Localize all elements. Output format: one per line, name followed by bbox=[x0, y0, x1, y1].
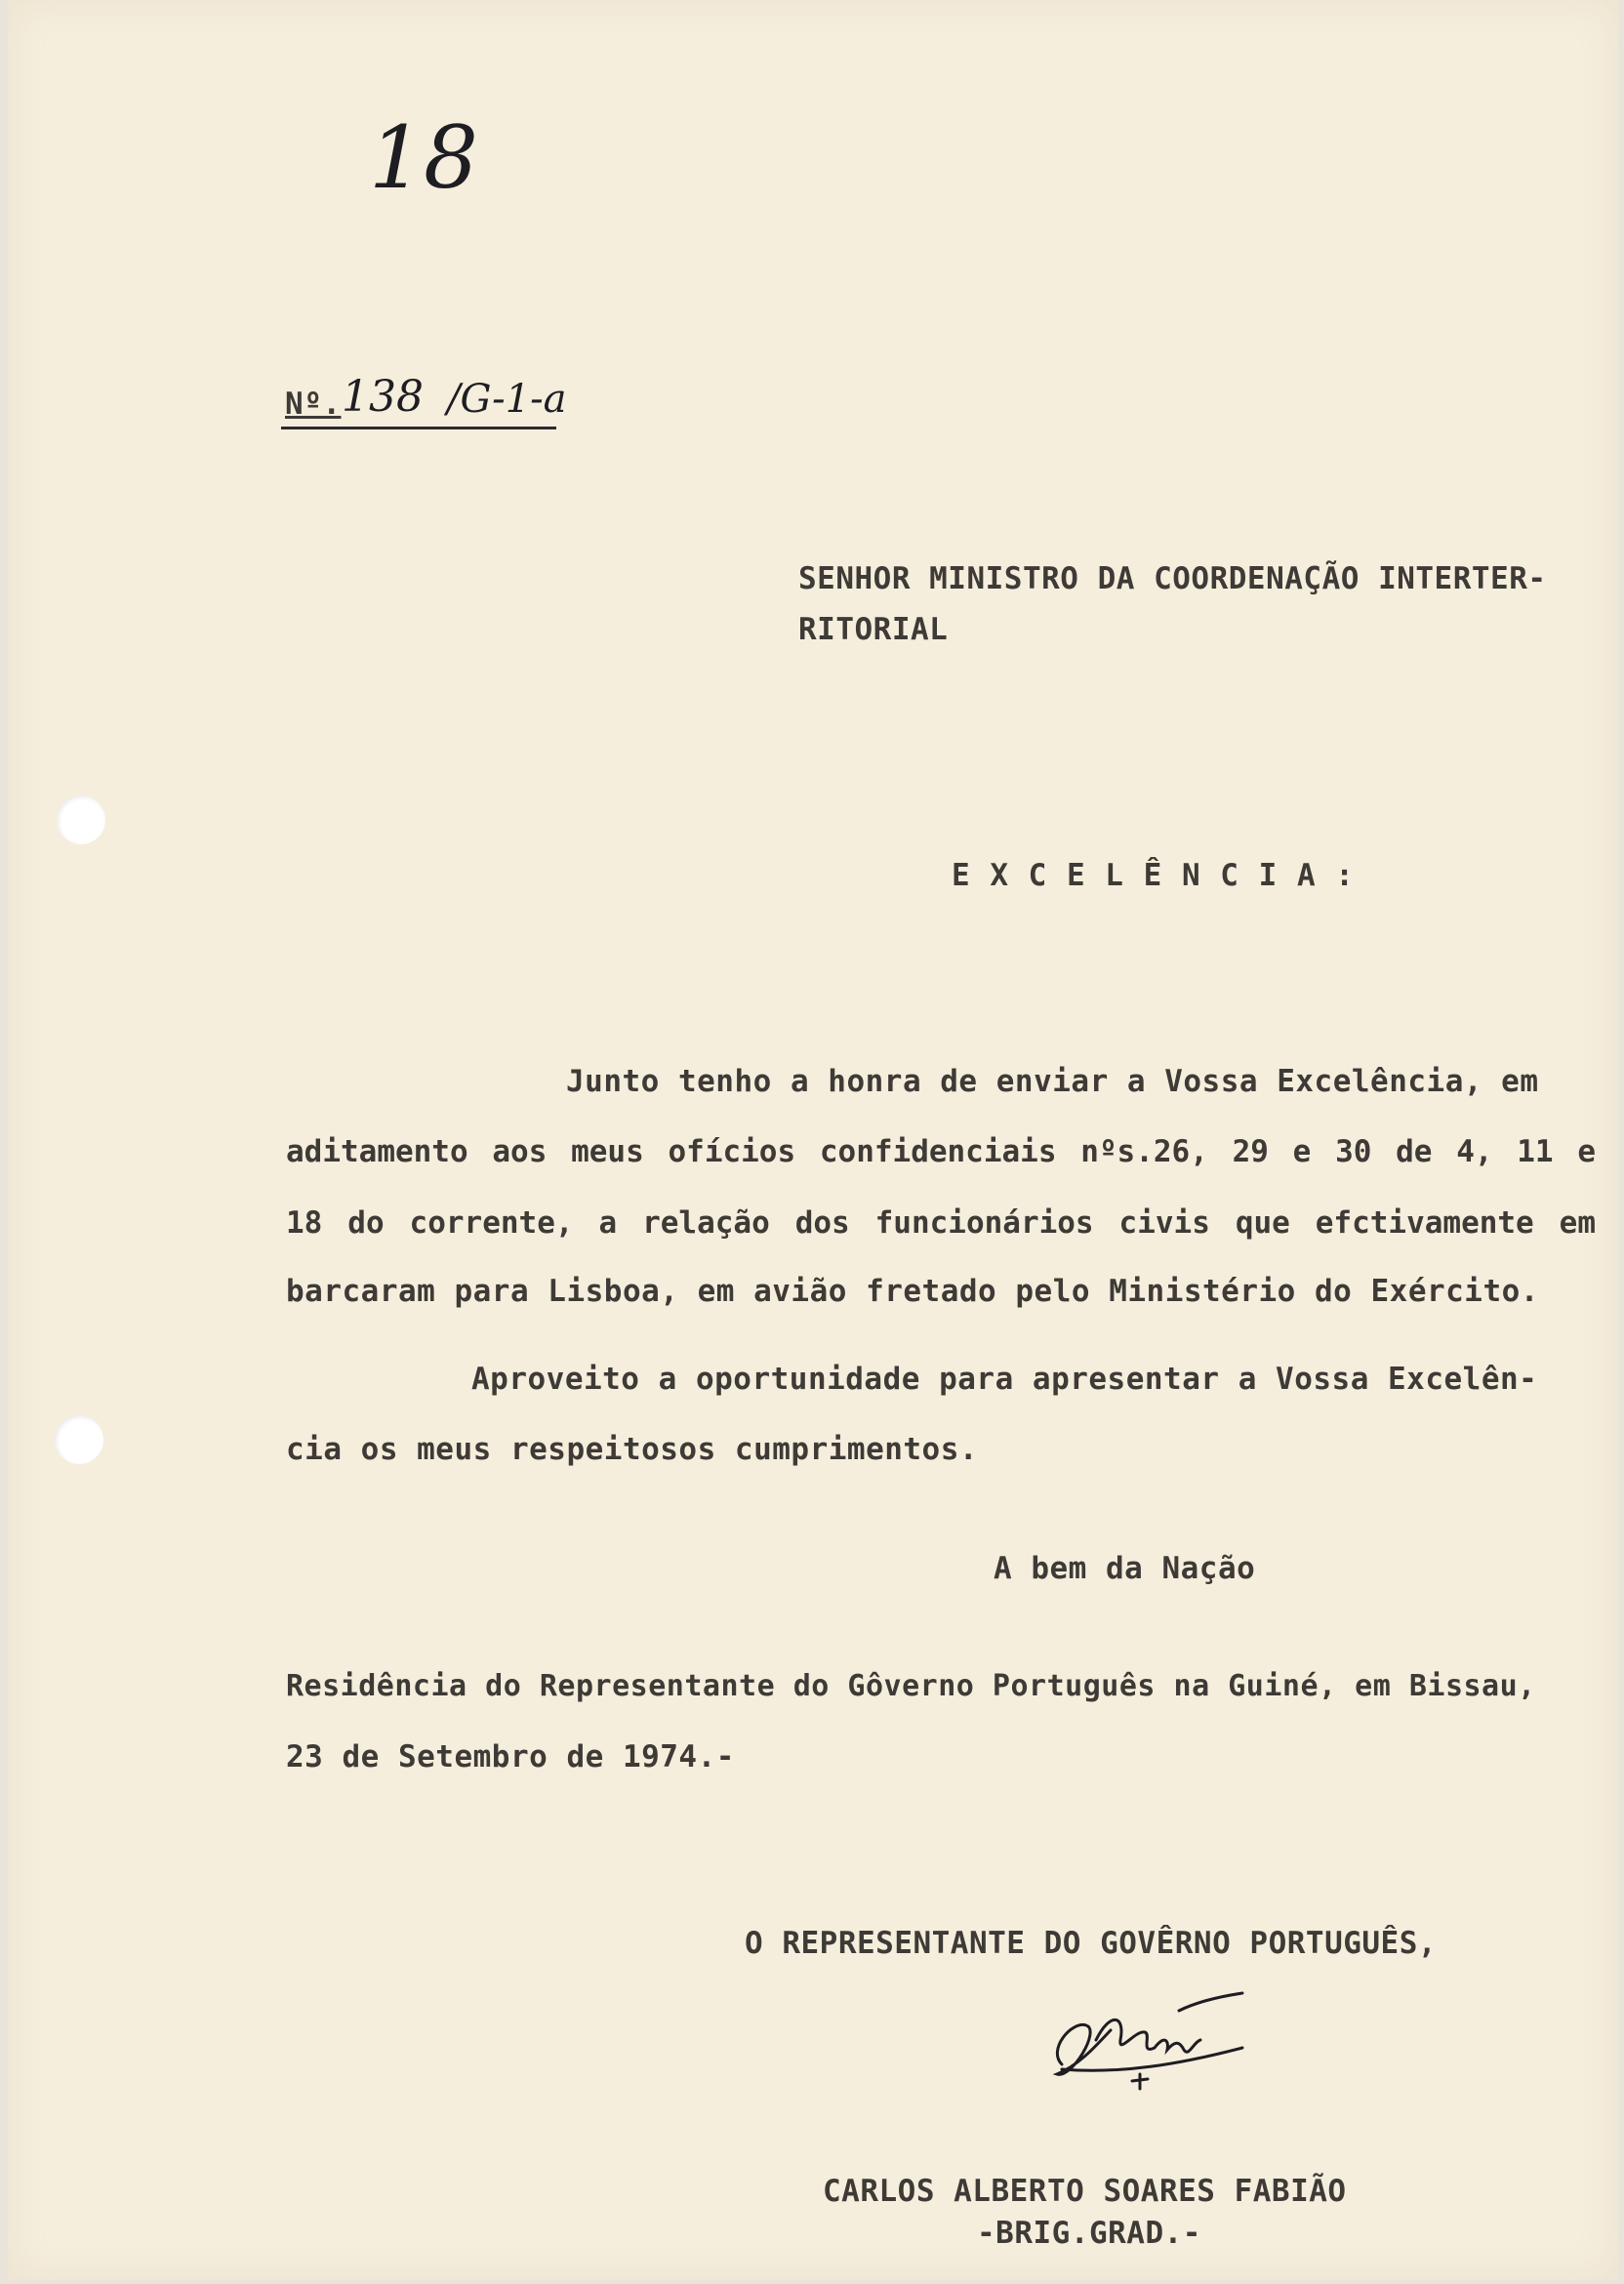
addressee-line-2: RITORIAL bbox=[798, 612, 949, 647]
signatory-title: O REPRESENTANTE DO GOVÊRNO PORTUGUÊS, bbox=[745, 1926, 1438, 1961]
addressee-line-1: SENHOR MINISTRO DA COORDENAÇÃO INTERTER- bbox=[798, 561, 1547, 596]
signatory-name: CARLOS ALBERTO SOARES FABIÃO bbox=[823, 2174, 1347, 2209]
paragraph-1-line-4: barcaram para Lisboa, em avião fretado pelo Ministério do Exército. bbox=[286, 1274, 1539, 1309]
date-line: 23 de Setembro de 1974.- bbox=[286, 1739, 735, 1774]
paragraph-2-line-1: Aproveito a oportunidade para apresentar a Vossa Excelên- bbox=[471, 1362, 1538, 1397]
salutation: E X C E L Ê N C I A : bbox=[952, 858, 1355, 893]
paragraph-1-line-3: 18 do corrente, a relação dos funcionários civis que efctivamente em bbox=[286, 1205, 1596, 1241]
punch-hole-top bbox=[57, 795, 105, 844]
reference-code: /G-1-a bbox=[447, 377, 567, 422]
paragraph-2-line-2: cia os meus respeitosos cumprimentos. bbox=[286, 1432, 979, 1467]
document-page bbox=[8, 0, 1618, 2280]
reference-number: 138 bbox=[342, 372, 424, 422]
reference-label: Nº. bbox=[285, 387, 342, 422]
signature bbox=[1042, 1972, 1257, 2108]
paragraph-1-line-1: Junto tenho a honra de enviar a Vossa Excelência, em bbox=[566, 1064, 1539, 1099]
punch-hole-bottom bbox=[55, 1415, 103, 1464]
place-line: Residência do Representante do Gôverno Português na Guiné, em Bissau, bbox=[286, 1669, 1536, 1703]
closing-motto: A bem da Nação bbox=[994, 1551, 1256, 1586]
handwritten-page-number: 18 bbox=[369, 107, 478, 208]
reference-line bbox=[281, 372, 567, 429]
paragraph-1-line-2: aditamento aos meus ofícios confidenciais nºs.26, 29 e 30 de 4, 11 e bbox=[286, 1134, 1596, 1169]
signatory-rank: -BRIG.GRAD.- bbox=[977, 2216, 1201, 2251]
